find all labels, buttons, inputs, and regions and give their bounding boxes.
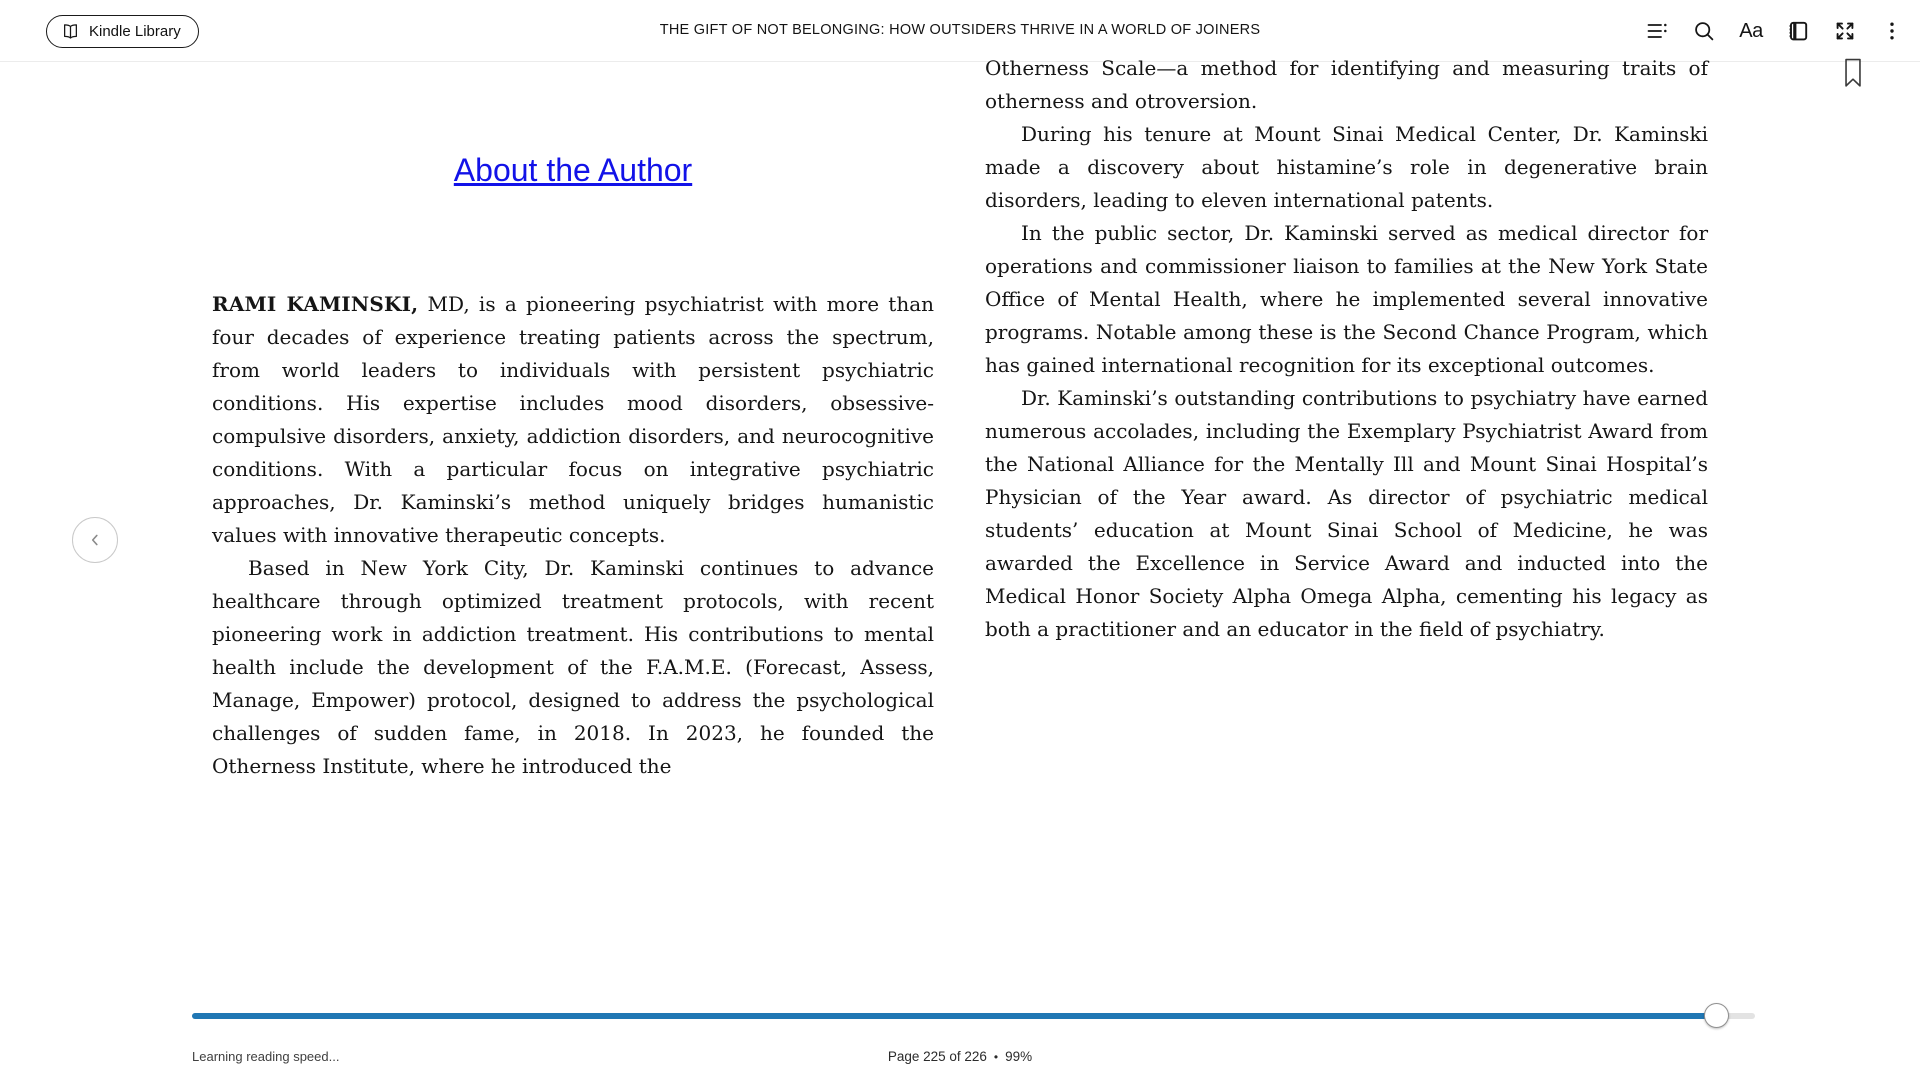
author-name-lead: RAMI KAMINSKI, bbox=[212, 292, 419, 316]
reading-speed-status: Learning reading speed... bbox=[192, 1049, 340, 1064]
font-settings-label: Aa bbox=[1739, 19, 1763, 42]
paragraph: During his tenure at Mount Sinai Medical Center, Dr. Kaminski made a discovery about histamine’s role in degenerative brain disorders, leading to eleven international patents. bbox=[985, 122, 1708, 212]
search-icon[interactable] bbox=[1690, 17, 1718, 45]
toolbar-icons bbox=[1624, 17, 1906, 45]
right-text-column bbox=[985, 52, 1708, 646]
page-layout-icon[interactable] bbox=[1784, 17, 1812, 45]
paragraph: Otherness Scale—a method for identifying and measuring traits of otherness and otroversion. bbox=[985, 56, 1708, 113]
paragraph: Based in New York City, Dr. Kaminski continues to advance healthcare through optimized treatment protocols, with recent pioneering work in addiction treatment. His contributions to mental health include the development of the F.A.M.E. (Forecast, Assess, Manage, Empower) protocol, designed to address the psychological challenges of sudden fame, in 2018. In 2023, he founded the Otherness Institute, where he introduced the bbox=[212, 556, 934, 778]
bookmark-icon[interactable] bbox=[1842, 58, 1864, 88]
paragraph: In the public sector, Dr. Kaminski served as medical director for operations and commissioner liaison to families at the New York State Office of Mental Health, where he implemented several innovative programs. Notable among these is the Second Chance Program, which has gained international recognition for its exceptional outcomes. bbox=[985, 221, 1708, 377]
page-number-label: Page 225 of 226 bbox=[887, 1049, 987, 1064]
more-options-icon[interactable] bbox=[1878, 17, 1906, 45]
page-info bbox=[0, 1049, 1920, 1064]
previous-page-button[interactable] bbox=[72, 517, 118, 563]
paragraph bbox=[212, 288, 934, 552]
progress-fill bbox=[192, 1013, 1716, 1019]
progress-slider-handle[interactable] bbox=[1704, 1003, 1729, 1028]
kindle-library-label: Kindle Library bbox=[89, 23, 181, 40]
paragraph-text: MD, is a pioneering psychiatrist with more than four decades of experience treating patients across the spectrum, from world leaders to individuals with persistent psychiatric conditions. His expertise includes mood disorders, obsessive-compulsive disorders, anxiety, addiction disorders, and neurocognitive conditions. With a particular focus on integrative psychiatric approaches, Dr. Kaminski’s method uniquely bridges humanistic values with innovative therapeutic concepts. bbox=[212, 292, 935, 547]
percent-read-label: 99% bbox=[1005, 1049, 1033, 1064]
chevron-left-icon bbox=[84, 529, 106, 551]
left-text-column bbox=[212, 288, 934, 783]
reading-progress-slider[interactable] bbox=[192, 1013, 1755, 1019]
chapter-heading-link[interactable]: About the Author bbox=[453, 152, 693, 188]
fullscreen-icon[interactable] bbox=[1831, 17, 1859, 45]
book-title: THE GIFT OF NOT BELONGING: HOW OUTSIDERS THRIVE IN A WORLD OF JOINERS bbox=[659, 22, 1261, 38]
toc-notes-icon[interactable] bbox=[1643, 17, 1671, 45]
paragraph: Dr. Kaminski’s outstanding contributions to psychiatry have earned numerous accolades, including the Exemplary Psychiatrist Award from the National Alliance for the Mentally Ill and Mount Sinai Hospital’s Physician of the Year award. As director of psychiatric medical students’ education at Mount Sinai School of Medicine, he was awarded the Excellence in Service Award and inducted into the Medical Honor Society Alpha Omega Alpha, cementing his legacy as both a practitioner and an educator in the field of psychiatry. bbox=[985, 386, 1708, 641]
font-settings-icon[interactable] bbox=[1737, 17, 1765, 45]
separator-dot: • bbox=[993, 1050, 999, 1064]
